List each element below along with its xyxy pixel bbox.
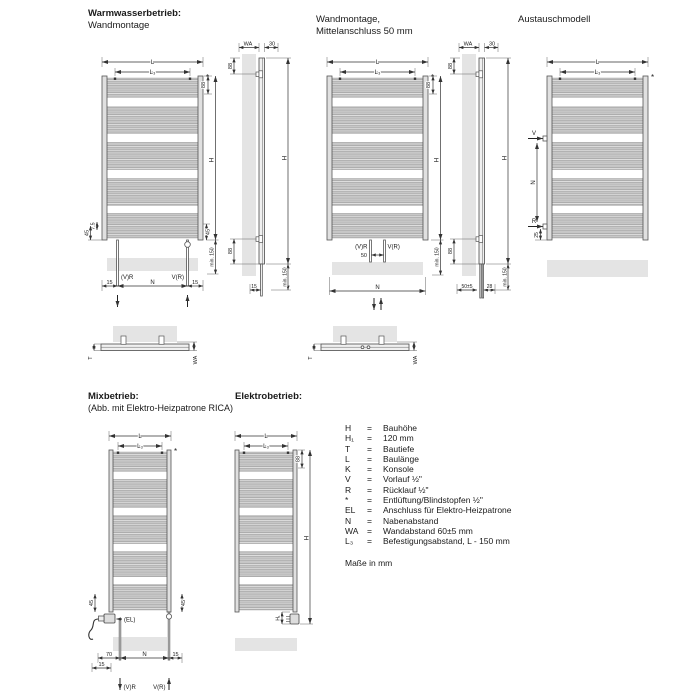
dim-H [431,76,444,240]
heading-mixbetrieb [88,391,233,414]
legend-symbol: EL [345,505,356,516]
austauschmodell-front-drawing [515,48,665,310]
vent-plug-mark: * [174,447,178,456]
dim-label-N: N [142,652,147,659]
pipe [482,264,483,298]
pipe [261,264,263,296]
dim-label-45: 45 [84,229,91,237]
dim-label-7-5: 7,5 [90,222,97,230]
dim-label-WA: WA [463,41,473,48]
legend-equals: = [367,474,372,485]
dim-label-H: H [281,155,289,161]
legend-symbol: H [345,423,352,433]
legend-symbol: WA [345,525,359,536]
legend-row [345,474,655,484]
dim-45-right [203,224,212,240]
dim-label-WA: WA [412,355,419,365]
legend-row [345,526,655,536]
elektrobetrieb-front-drawing [226,422,346,700]
connection-label-right: V(R) [171,275,184,281]
dim-label-H: H [433,157,441,163]
mittelanschluss-front-drawing [310,48,445,310]
power-cable [89,619,99,639]
dim-L [547,57,648,67]
dim-label-WA: WA [243,41,253,48]
wall-shade [462,54,476,276]
dim-label-min150: min. 150 [209,247,216,267]
dim-label-15: 15 [172,652,179,658]
dim-label-25: 25 [533,232,540,238]
legend-equals: = [367,536,372,547]
legend-row [345,485,655,495]
heading-mittelanschluss [316,14,413,37]
dim-H1 [275,612,290,624]
legend-symbol: K [345,464,351,475]
bracket-bottom [256,236,263,243]
legend-definition: Wandabstand 60±5 mm [383,525,473,536]
floor-shade [107,258,198,271]
heading-warmwasser-title: Warmwasserbetrieb: [88,8,182,19]
valve [166,614,171,619]
radiator-body [547,76,648,240]
radiator-body [327,76,428,240]
dim-label-70: 70 [105,652,113,658]
bracket [341,336,346,344]
legend-footer: Maße in mm [345,557,393,568]
legend-row [345,495,655,505]
heading-elektrobetrieb [235,391,302,403]
dim-L [327,57,428,67]
pipe-left [119,619,121,660]
dim-label-50pm5: 50±5 [461,283,473,290]
dim-25 [534,229,548,240]
valve [185,242,191,248]
dim-label-min150: min. 150 [434,247,441,267]
legend-row [345,423,655,433]
bracket-top [256,71,263,78]
dim-label-L: L [595,60,600,67]
dim-L3 [340,68,415,76]
heading-elektro-title: Elektrobetrieb: [235,391,303,402]
legend-symbol: V [345,474,351,485]
pipe-center-right [384,240,386,262]
heading-austauschmodell [518,14,590,26]
legend-equals: = [367,464,372,475]
bracket [379,336,384,344]
legend-row [345,536,655,546]
heading-warmwasserbetrieb [88,8,181,31]
heading-mix-title: Mixbetrieb: [88,391,139,402]
dim-L3 [115,68,190,76]
heading-mittel-sub: Mittelanschluss 50 mm [316,25,413,37]
dim-min150 [432,240,444,275]
heading-warmwasser-sub: Wandmontage [88,19,150,31]
electric-heating-element [286,614,299,624]
legend-definition: Anschluss für Elektro-Heizpatrone [383,505,512,516]
dim-label-N: N [375,285,380,291]
legend-symbol: L [345,453,350,464]
dim-L3 [118,442,162,450]
bracket [159,336,164,344]
dim-50pm5 [457,284,477,294]
dim-7-5 [91,222,97,230]
dim-label-15: 15 [98,662,105,668]
connection-label-left: (V)R [355,244,368,251]
dim-30 [265,42,279,52]
dim-label-L: L [150,60,155,67]
electric-heating-element [89,614,115,639]
connection-label-left: (V)R [121,275,134,281]
dim-min150 [271,264,291,290]
legend-symbol: * [345,495,349,506]
dim-H [266,58,291,264]
center-connection [361,346,364,349]
legend-row [345,444,655,454]
heading-austausch-title: Austauschmodell [518,14,591,25]
dim-L [109,431,171,441]
dim-15 [250,284,261,294]
legend-definition: Vorlauf ½" [383,474,422,485]
dim-label-L3: L₃ [137,444,143,451]
connection-V [528,131,547,141]
dim-28 [484,284,495,294]
dim-H [486,58,511,264]
dim-label-30: 30 [268,41,276,48]
dim-T [88,344,101,360]
dim-L [235,431,297,441]
legend-row [345,464,655,474]
dim-min150 [207,240,219,274]
legend-equals: = [367,453,372,464]
dim-label-H1: H₁ [275,615,282,621]
wall-shade [242,54,256,276]
dim-label-88: 88 [295,455,302,463]
heading-mittel-title: Wandmontage, [316,14,381,25]
legend-symbol: N [345,515,352,526]
connection-label-left: (V)R [123,685,136,691]
dim-45-left [89,594,95,612]
dim-label-L: L [138,434,142,441]
legend-row [345,433,655,443]
dim-30 [485,42,499,52]
pipe-left [117,240,119,286]
radiator-body [102,76,203,240]
legend-symbol: H₁ [345,433,355,444]
dim-label-L3: L₃ [594,70,601,77]
radiator-body [235,450,297,612]
dim-label-WA: WA [192,355,199,365]
dim-label-H: H [303,535,311,541]
dim-label-88: 88 [447,62,454,70]
dim-L [102,57,203,67]
dim-label-N: N [531,180,537,185]
legend-symbol: R [345,484,352,495]
dim-label-L3: L₃ [263,444,269,451]
dim-label-T: T [307,356,314,360]
center-connection [367,346,370,349]
connection-label-right: V(R) [153,685,166,691]
dim-L3 [244,442,288,450]
mount-point [161,452,163,454]
mount-point [117,452,119,454]
mount-point [114,78,116,80]
dim-50 [361,253,384,259]
legend-equals: = [367,433,372,444]
vent-plug-mark: * [651,73,655,82]
dim-label-45: 45 [181,599,188,607]
mount-point [287,452,289,454]
dim-label-min150: min. 150 [282,267,289,287]
legend-definition: Befestigungsabstand, L - 150 mm [383,536,510,547]
dim-label-L: L [375,60,380,67]
legend-definition: Nabenabstand [383,515,439,526]
dim-label-88: 88 [426,81,433,89]
vent-plug-mark: * [206,73,210,82]
legend-equals: = [367,443,372,454]
dim-label-88: 88 [447,247,454,255]
dim-N [531,143,537,222]
warmwasser-side-drawing [226,36,314,304]
legend-definition: Entlüftung/Blindstopfen ½" [383,495,483,506]
dim-label-28: 28 [486,283,493,290]
floor-shade [235,638,297,651]
legend-equals: = [367,484,372,495]
dim-label-L3: L₃ [149,70,156,77]
dim-label-45: 45 [205,228,212,236]
dim-label-15: 15 [251,283,257,290]
dim-label-15: 15 [106,280,113,286]
dim-label-50: 50 [360,253,367,259]
legend-equals: = [367,515,372,526]
dim-WA [239,42,259,52]
dim-label-T: T [87,356,94,360]
mount-point [339,78,341,80]
wandmontage-top-view-drawing [85,312,235,374]
heading-mix-sub: (Abb. mit Elektro-Heizpatrone RICA) [88,402,234,413]
radiator-profile [259,58,265,264]
dim-label-EL: (EL) [124,617,136,624]
legend-definition: Bauhöhe [383,423,418,433]
legend-row [345,454,655,464]
legend-definition: Baulänge [383,453,419,464]
dim-label-15: 15 [192,280,199,286]
dim-label-H: H [208,157,216,163]
dim-L3 [560,68,635,76]
dim-min150 [491,264,511,290]
legend [345,423,655,568]
legend-symbol: L₃ [345,536,354,547]
radiator-profile [479,58,485,264]
dim-label-30: 30 [488,41,496,48]
floor-shade [547,260,648,277]
bracket [121,336,126,344]
floor-shade [332,262,423,275]
dim-WA [459,42,479,52]
legend-definition: 120 mm [383,433,414,444]
legend-equals: = [367,423,372,433]
legend-definition: Bautiefe [383,443,415,454]
mount-point [243,452,245,454]
dim-label-88: 88 [227,62,234,70]
legend-equals: = [367,505,372,516]
legend-symbol: T [345,443,351,454]
mount-point [559,78,561,80]
mount-point [414,78,416,80]
connection-label-right: V(R) [387,244,400,251]
legend-equals: = [367,495,372,506]
legend-row [345,516,655,526]
radiator-body [109,450,171,612]
legend-row [345,505,655,515]
mount-point [189,78,191,80]
dim-label-L: L [264,434,268,441]
connection-R [528,219,547,229]
mixbetrieb-front-drawing [85,422,220,700]
dim-label-88: 88 [201,81,208,89]
dim-label-min150: min. 150 [502,267,509,287]
dim-label-R: R [531,219,537,225]
pipe [480,264,481,298]
dim-45-right [181,594,187,612]
dim-label-45: 45 [88,599,95,607]
dim-label-V: V [531,131,537,137]
mount-point [634,78,636,80]
warmwasser-front-drawing [85,48,220,310]
dim-label-N: N [150,280,155,287]
pipe-center-left [370,240,372,262]
dim-label-L3: L₃ [374,70,381,77]
bracket-top [476,71,483,78]
dim-H [300,450,313,624]
vent-plug-mark: * [431,73,435,82]
dim-label-H: H [501,155,509,161]
mittelanschluss-top-view-drawing [305,312,455,374]
legend-definition: Rücklauf ½" [383,484,429,495]
dim-T [308,344,321,360]
dim-H [206,76,219,240]
legend-definition: Konsole [383,464,414,475]
legend-equals: = [367,525,372,536]
bracket-bottom [476,236,483,243]
dim-label-88: 88 [227,247,234,255]
dim-15-lower [92,662,111,672]
dim-N [330,277,426,295]
